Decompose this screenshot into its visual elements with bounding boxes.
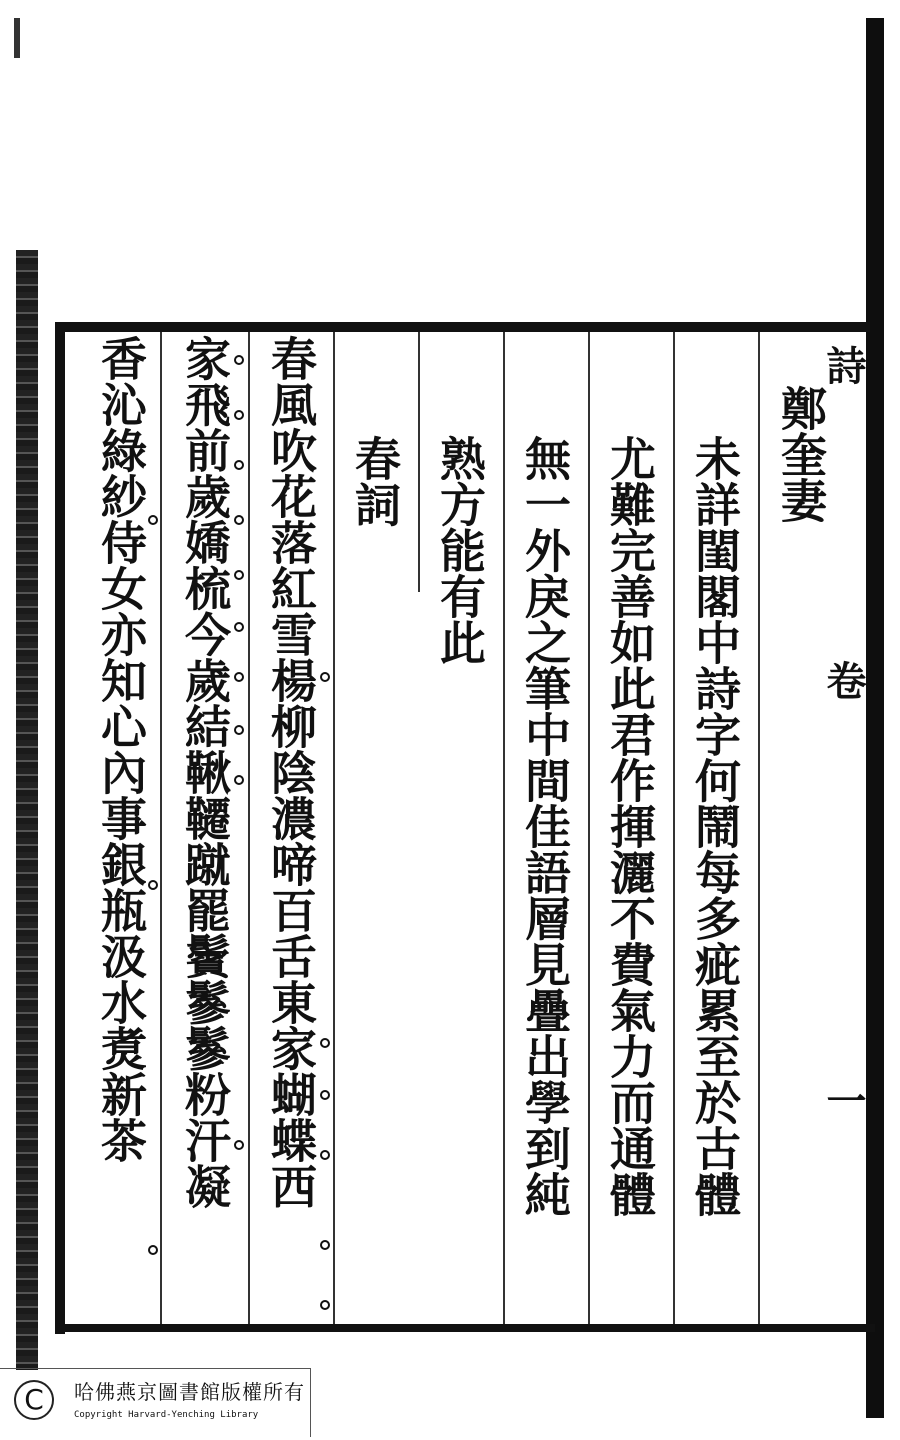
punctuation-circle xyxy=(234,1140,244,1150)
punctuation-circle xyxy=(320,1038,330,1048)
edge-mark xyxy=(14,18,20,58)
margin-fragment: 卷 xyxy=(820,660,867,700)
book-edge-right xyxy=(866,18,884,1418)
punctuation-circle xyxy=(234,410,244,420)
margin-fragment: 一 xyxy=(820,1080,867,1120)
column-divider xyxy=(160,332,162,1324)
column-divider xyxy=(248,332,250,1324)
column-divider xyxy=(418,332,420,592)
column-divider xyxy=(588,332,590,1324)
punctuation-circle xyxy=(320,1090,330,1100)
punctuation-circle xyxy=(320,1150,330,1160)
punctuation-circle xyxy=(148,1245,158,1255)
poem-title: 春詞 xyxy=(348,435,402,527)
frame-left-rule xyxy=(55,322,65,1334)
copyright-icon: C xyxy=(14,1380,54,1420)
commentary-column-2: 尤難完善如此君作揮灑不費氣力而通體 xyxy=(603,435,657,1217)
margin-fragment: 詩 xyxy=(820,345,867,385)
commentary-column-1: 未詳閨閣中詩字何鬧每多疵累至於古體 xyxy=(688,435,742,1217)
column-divider xyxy=(673,332,675,1324)
column-divider xyxy=(333,332,335,1324)
frame-bottom-rule xyxy=(55,1324,875,1332)
commentary-column-4: 熟方能有此 xyxy=(433,435,487,665)
commentary-column-3: 無一外戾之筆中間佳語層見疊出學到純 xyxy=(518,435,572,1217)
punctuation-circle xyxy=(148,880,158,890)
punctuation-circle xyxy=(234,570,244,580)
punctuation-circle xyxy=(320,1240,330,1250)
punctuation-circle xyxy=(320,1300,330,1310)
column-divider xyxy=(503,332,505,1324)
punctuation-circle xyxy=(234,622,244,632)
book-spine-left xyxy=(16,250,38,1370)
copyright-chinese: 哈佛燕京圖書館版權所有 xyxy=(74,1380,305,1404)
punctuation-circle xyxy=(234,672,244,682)
copyright-english: Copyright Harvard-Yenching Library xyxy=(74,1410,259,1420)
frame-top-rule xyxy=(55,322,870,332)
punctuation-circle xyxy=(234,355,244,365)
punctuation-circle xyxy=(234,515,244,525)
punctuation-circle xyxy=(148,515,158,525)
punctuation-circle xyxy=(320,672,330,682)
poem-column-3: 香沁綠紗侍女亦知心內事銀瓶汲水煑新茶 xyxy=(94,335,148,1163)
author-column: 鄭奎妻 xyxy=(774,385,828,523)
punctuation-circle xyxy=(234,460,244,470)
poem-column-2: 家飛前歲嬌梳今歲結鞦韆蹴罷鬢鬖鬖粉汗凝 xyxy=(178,335,232,1209)
poem-column-1: 春風吹花落紅雪楊柳陰濃啼百舌東家蝴蝶西 xyxy=(264,335,318,1209)
punctuation-circle xyxy=(234,775,244,785)
punctuation-circle xyxy=(234,725,244,735)
column-divider xyxy=(758,332,760,1324)
